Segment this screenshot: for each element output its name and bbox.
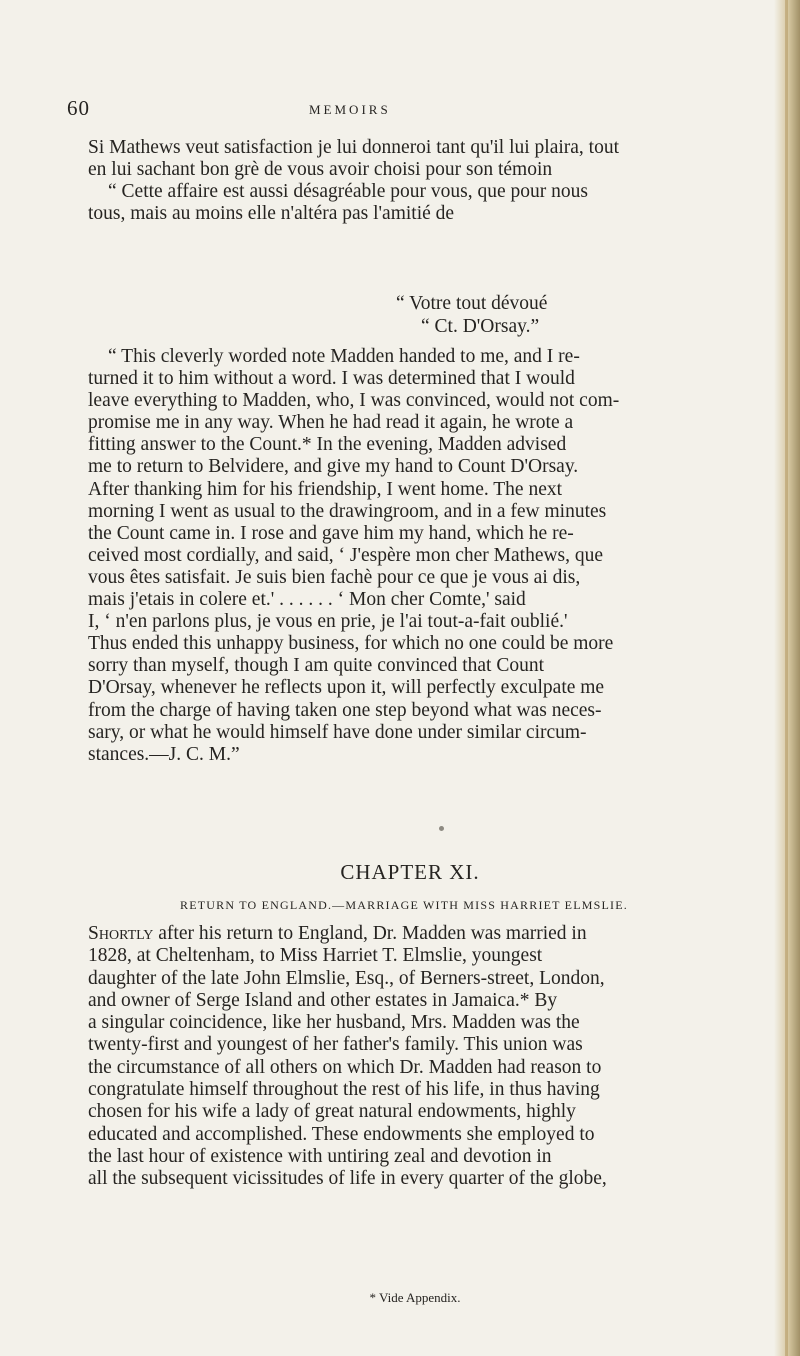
text-line bbox=[88, 923, 788, 945]
text-line: the circumstance of all others on which Dr. Madden had reason to bbox=[88, 1056, 602, 1078]
chapter-paragraph bbox=[88, 923, 788, 1191]
text-line: Thus ended this unhappy business, for which no one could be more bbox=[88, 633, 614, 655]
opening-word: Shortly bbox=[88, 923, 154, 944]
text-line: sary, or what he would himself have done under similar circum- bbox=[88, 721, 587, 743]
text-line: “ Cette affaire est aussi désagréable pour vous, que pour nous bbox=[108, 181, 588, 203]
text-line: After thanking him for his friendship, I went home. The next bbox=[88, 478, 563, 500]
text-line: Si Mathews veut satisfaction je lui donneroi tant qu'il lui plaira, tout bbox=[88, 137, 620, 158]
opening-line-rest: after his return to England, Dr. Madden was married in bbox=[153, 923, 587, 944]
footnote: * Vide Appendix. bbox=[369, 1290, 461, 1305]
text-line: sorry than myself, though I am quite convinced that Count bbox=[88, 655, 544, 677]
text-line: 1828, at Cheltenham, to Miss Harriet T. Elmslie, youngest bbox=[88, 945, 543, 967]
text-line: twenty-first and youngest of her father's family. This union was bbox=[88, 1034, 583, 1056]
ink-speck bbox=[439, 826, 444, 831]
text-line: ceived most cordially, and said, ‘ J'espère mon cher Mathews, que bbox=[88, 544, 604, 566]
chapter-title: CHAPTER XI. bbox=[340, 860, 480, 884]
running-head: MEMOIRS bbox=[309, 102, 391, 117]
text-line: promise me in any way. When he had read it again, he wrote a bbox=[88, 412, 574, 434]
text-line: the Count came in. I rose and gave him my hand, which he re- bbox=[88, 522, 574, 544]
text-line: mais j'etais in colere et.' . . . . . . ‘ Mon cher Comte,' said bbox=[88, 589, 526, 611]
text-line: leave everything to Madden, who, I was convinced, would not com- bbox=[88, 390, 620, 412]
page-number: 60 bbox=[67, 96, 90, 120]
text-line: turned it to him without a word. I was determined that I would bbox=[88, 368, 575, 390]
text-line: from the charge of having taken one step beyond what was neces- bbox=[88, 699, 602, 721]
text-line: en lui sachant bon grè de vous avoir choisi pour son témoin bbox=[88, 159, 553, 181]
text-line: and owner of Serge Island and other estates in Jamaica.* By bbox=[88, 989, 558, 1011]
text-line: morning I went as usual to the drawingroom, and in a few minutes bbox=[88, 500, 607, 522]
text-line: “ This cleverly worded note Madden handed to me, and I re- bbox=[108, 346, 580, 367]
letter-signoff-line: “ Votre tout dévoué bbox=[396, 293, 548, 314]
text-line: tous, mais au moins elle n'altéra pas l'amitié de bbox=[88, 203, 455, 225]
text-line: a singular coincidence, like her husband, Mrs. Madden was the bbox=[88, 1012, 580, 1034]
letter-signature: “ Ct. D'Orsay.” bbox=[421, 316, 540, 337]
letter-text bbox=[88, 137, 788, 225]
text-line: I, ‘ n'en parlons plus, je vous en prie, je l'ai tout-a-fait oublié.' bbox=[88, 611, 568, 633]
text-line: educated and accomplished. These endowments she employed to bbox=[88, 1123, 595, 1145]
text-line: me to return to Belvidere, and give my hand to Count D'Orsay. bbox=[88, 456, 579, 478]
text-line: fitting answer to the Count.* In the evening, Madden advised bbox=[88, 434, 567, 456]
text-line: the last hour of existence with untiring zeal and devotion in bbox=[88, 1145, 552, 1167]
text-line: stances.—J. C. M.” bbox=[88, 743, 240, 765]
narrative-paragraph bbox=[88, 346, 788, 766]
text-line: all the subsequent vicissitudes of life in every quarter of the globe, bbox=[88, 1168, 607, 1190]
text-line: daughter of the late John Elmslie, Esq., of Berners-street, London, bbox=[88, 967, 605, 989]
text-line: chosen for his wife a lady of great natural endowments, highly bbox=[88, 1101, 576, 1123]
chapter-subtitle: RETURN TO ENGLAND.—MARRIAGE WITH MISS HARRIET ELMSLIE. bbox=[180, 898, 628, 912]
text-line: congratulate himself throughout the rest of his life, in thus having bbox=[88, 1079, 600, 1101]
text-line: D'Orsay, whenever he reflects upon it, will perfectly exculpate me bbox=[88, 677, 605, 699]
text-line: vous êtes satisfait. Je suis bien fachè pour ce que je vous ai dis, bbox=[88, 566, 581, 588]
